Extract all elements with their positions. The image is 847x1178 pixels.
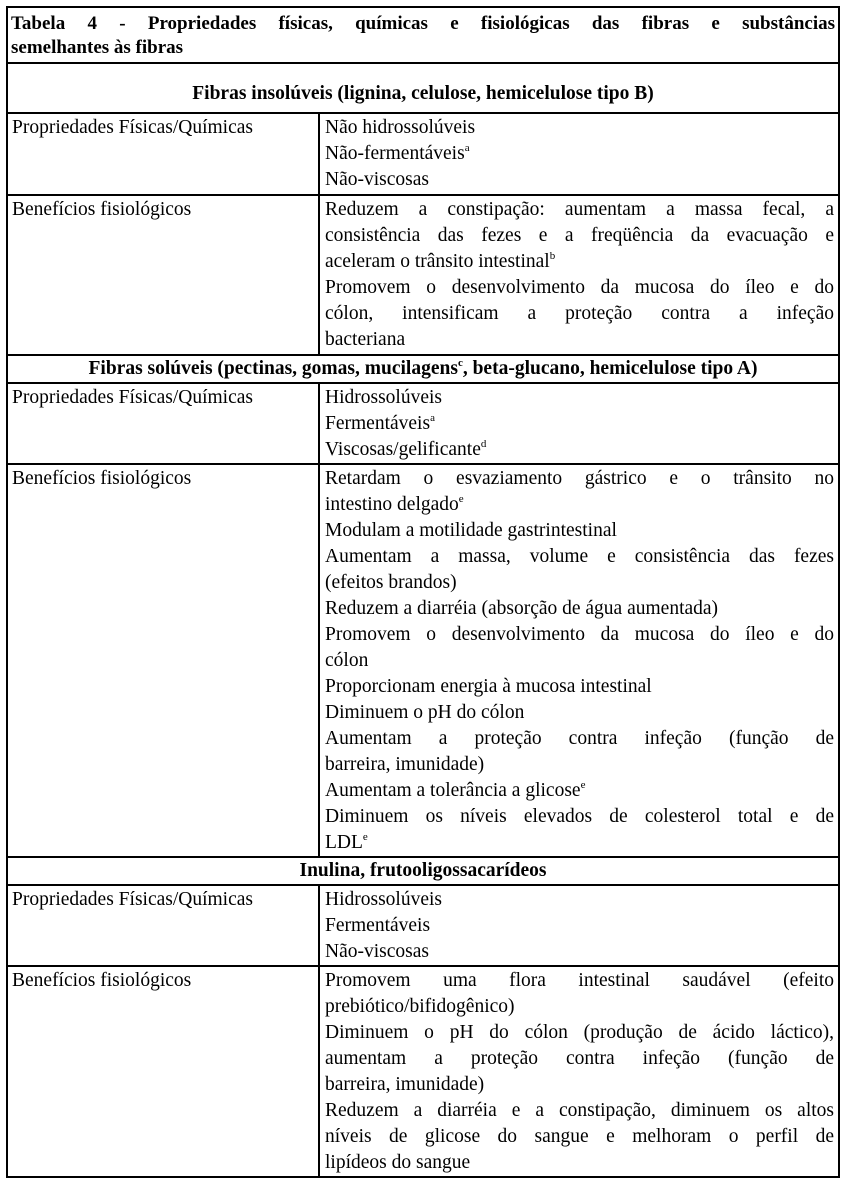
row-label-properties: Propriedades Físicas/Químicas [7,383,319,464]
list-item: Não-fermentáveis$^a$ [325,142,470,164]
benefits-cell [319,966,839,1177]
list-item: Fermentáveis$^a$ [325,412,435,434]
footnote-marker: c [457,357,463,369]
properties-cell [319,113,839,195]
section-heading-row [7,63,839,113]
properties-cell [319,383,839,464]
footnote-marker: e [458,493,464,505]
list-item-line: níveis de glicose do sangue e melhoram o perfil de [325,1126,834,1147]
table-row [7,195,839,355]
section-heading-row [7,355,839,383]
list-item-line: cólon [325,650,369,671]
row-label-properties: Propriedades Físicas/Químicas [7,113,319,195]
list-item: Não-viscosas [325,169,429,190]
list-item: Aumentam a proteção contra infeção (função de [325,728,834,749]
properties-cell [319,885,839,966]
list-item-line: consistência das fezes e a freqüência da evacuação e [325,225,834,246]
list-item: Proporcionam energia à mucosa intestinal [325,676,652,697]
list-item: Fermentáveis [325,915,431,936]
list-item: Hidrossolúveis [325,889,442,910]
list-item-line: aceleram o trânsito intestinal$^b$ [325,250,556,272]
list-item: Aumentam a massa, volume e consistência das fezes [325,546,834,567]
benefits-cell [319,195,839,355]
list-item-line: (efeitos brandos) [325,572,457,593]
list-item: Reduzem a diarréia e a constipação, diminuem os altos [325,1100,834,1121]
list-item-line: lipídeos do sangue [325,1152,471,1173]
table-row [7,113,839,195]
footnote-marker: e [580,779,586,791]
list-item: Diminuem os níveis elevados de colesterol total e de [325,806,834,827]
footnote-marker: e [362,831,368,843]
row-label-properties: Propriedades Físicas/Químicas [7,885,319,966]
list-item: Promovem o desenvolvimento da mucosa do íleo e do [325,277,834,298]
table-title [7,7,839,63]
footnote-marker: b [549,250,556,262]
table-title-line1: Tabela 4 - Propriedades físicas, químicas e fisiológicas das fibras e substâncias [11,13,835,34]
list-item: Hidrossolúveis [325,387,442,408]
list-item: Promovem o desenvolvimento da mucosa do íleo e do [325,624,834,645]
list-item-line: prebiótico/bifidogênico) [325,996,515,1017]
list-item: Viscosas/gelificante$^d$ [325,438,487,460]
list-item-line: bacteriana [325,329,406,350]
list-item: Diminuem o pH do cólon [325,702,525,723]
list-item: Retardam o esvaziamento gástrico e o trânsito no [325,468,834,489]
section-heading-soluble: Fibras solúveis (pectinas, gomas, mucilagens$^c$, beta-glucano, hemicelulose tipo A) [7,355,839,383]
footnote-marker: a [430,412,435,424]
table-title-row [7,7,839,63]
list-item-line: barreira, imunidade) [325,1074,485,1095]
section-heading-row [7,857,839,885]
list-item: Aumentam a tolerância a glicose$^e$ [325,779,586,801]
list-item: Reduzem a constipação: aumentam a massa fecal, a [325,199,834,220]
list-item-line: intestino delgado$^e$ [325,493,464,515]
list-item-line: LDLe [325,831,368,853]
fiber-properties-table [6,6,840,1178]
list-item-line: aumentam a proteção contra infeção (função de [325,1048,834,1069]
row-label-benefits: Benefícios fisiológicos [7,195,319,355]
footnote-marker: d [480,438,487,450]
list-item: Modulam a motilidade gastrintestinal [325,520,617,541]
table-row [7,464,839,857]
footnote-marker: a [464,142,470,154]
table-row [7,383,839,464]
section-heading-inulin: Inulina, frutooligossacarídeos [7,857,839,885]
list-item-line: cólon, intensificam a proteção contra a infeção [325,303,834,324]
list-item-line: barreira, imunidade) [325,754,485,775]
row-label-benefits: Benefícios fisiológicos [7,464,319,857]
benefits-cell [319,464,839,857]
list-item: Diminuem o pH do cólon (produção de ácido láctico), [325,1022,834,1043]
table-row [7,885,839,966]
table-title-line2: semelhantes às fibras [11,37,184,58]
table-row [7,966,839,1177]
list-item: Não-viscosas [325,941,429,962]
list-item: Não hidrossolúveis [325,117,476,138]
list-item: Promovem uma flora intestinal saudável (efeito [325,970,834,991]
section-heading-insoluble: Fibras insolúveis (lignina, celulose, hemicelulose tipo B) [7,63,839,113]
row-label-benefits: Benefícios fisiológicos [7,966,319,1177]
list-item: Reduzem a diarréia (absorção de água aumentada) [325,598,719,619]
